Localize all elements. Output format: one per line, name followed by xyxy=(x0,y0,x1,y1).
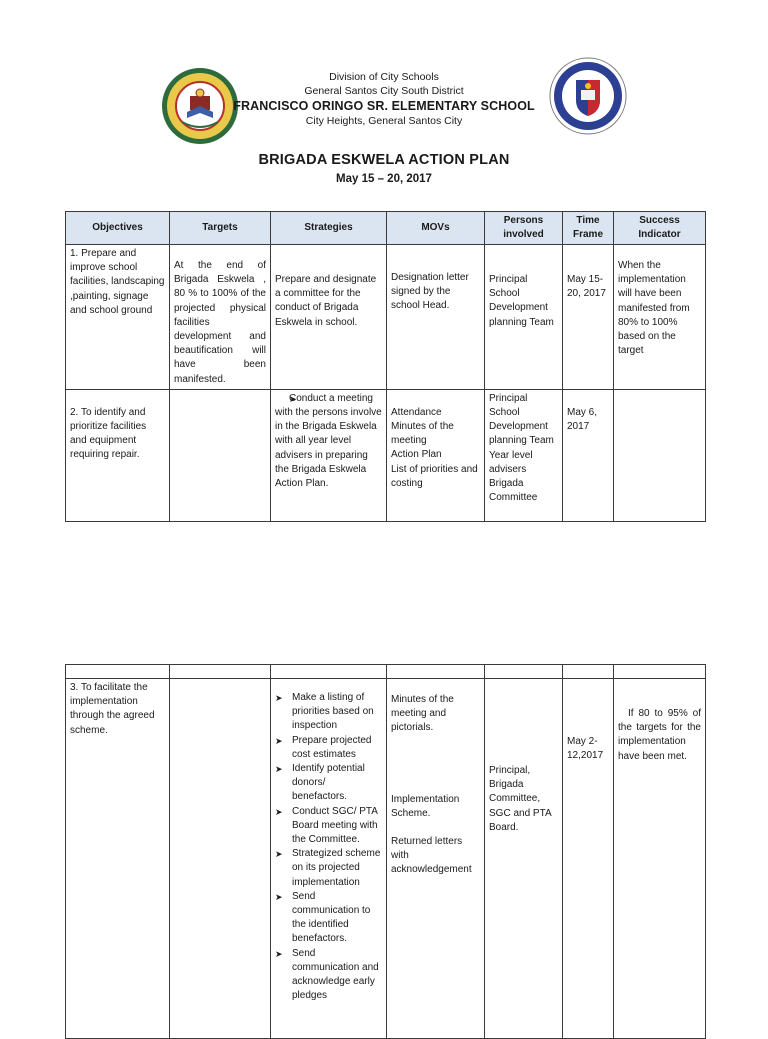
row3-time-frame: May 2-12,2017 xyxy=(563,679,614,1039)
header-movs: MOVs xyxy=(387,212,485,245)
row3-mov-item: Returned letters with acknowledgement xyxy=(391,836,472,876)
district-text: General Santos City South District xyxy=(304,85,464,97)
row3-target xyxy=(170,679,271,1039)
row2-person-item: Principal xyxy=(489,392,528,404)
row2-person-item: School Development planning Team xyxy=(489,407,554,447)
row2-objective: 2. To identify and prioritize facilities and equipment requiring repair. xyxy=(66,389,170,521)
blank-cell xyxy=(485,665,563,679)
row3-strategies xyxy=(271,679,387,1039)
blank-header-row xyxy=(66,665,706,679)
school-name: FRANCISCO ORINGO SR. ELEMENTARY SCHOOL xyxy=(233,99,535,113)
blank-cell xyxy=(614,665,706,679)
row3-strategy-item: ➤ Prepare projected cost estimates xyxy=(275,734,382,762)
row1-success: When the implementation will have been manifested from 80% to 100% based on the target xyxy=(614,245,706,390)
header-targets: Targets xyxy=(170,212,271,245)
table-row xyxy=(66,679,706,1039)
blank-cell xyxy=(271,665,387,679)
row2-mov-item: List of priorities and costing xyxy=(391,463,478,489)
row2-mov-item: Attendance xyxy=(391,406,442,418)
row2-strategy xyxy=(271,389,387,521)
row2-time-frame: May 6, 2017 xyxy=(563,389,614,521)
row3-mov-item: Implementation Scheme. xyxy=(391,793,460,819)
row3-strategy-item: ➤ Send communication and acknowledge early pledges xyxy=(275,947,382,1004)
row2-movs xyxy=(387,389,485,521)
row1-time-frame: May 15-20, 2017 xyxy=(563,245,614,390)
row3-strategy-item: ➤ Send communication to the identified benefactors. xyxy=(275,890,382,947)
table-header-row xyxy=(66,212,706,245)
row3-success: If 80 to 95% of the targets for the implementation have been met. xyxy=(614,679,706,1039)
row1-target: At the end of Brigada Eskwela , 80 % to 100% of the projected physical facilities development and beautification will have been manifested. xyxy=(170,245,271,390)
row2-person-item: Brigada Committee xyxy=(489,478,538,504)
row2-persons xyxy=(485,389,563,521)
row1-strategy: Prepare and designate a committee for the conduct of Brigada Eskwela in school. xyxy=(271,245,387,390)
blank-cell xyxy=(563,665,614,679)
school-header xyxy=(200,70,568,128)
row3-persons: Principal, Brigada Committee, SGC and PTA Board. xyxy=(485,679,563,1039)
row3-strategy-item: ➤ Conduct SGC/ PTA Board meeting with the Committee. xyxy=(275,805,382,848)
action-plan-table-continued xyxy=(65,664,706,1039)
row2-mov-item: Action Plan xyxy=(391,449,442,461)
table-row xyxy=(66,389,706,521)
blank-cell xyxy=(387,665,485,679)
header-success-indicator: Success Indicator xyxy=(614,212,706,245)
row1-objective: 1. Prepare and improve school facilities, landscaping ,painting, signage and school ground xyxy=(66,245,170,390)
division-text: Division of City Schools xyxy=(329,71,439,83)
row2-target xyxy=(170,389,271,521)
row2-success xyxy=(614,389,706,521)
document-date: May 15 – 20, 2017 xyxy=(336,173,432,185)
row3-movs xyxy=(387,679,485,1039)
row3-strategy-list xyxy=(275,691,382,1003)
row1-movs: Designation letter signed by the school Head. xyxy=(387,245,485,390)
header-objectives: Objectives xyxy=(66,212,170,245)
header-strategies: Strategies xyxy=(271,212,387,245)
row2-strategy-item: ➤ Conduct a meeting with the persons involve in the Brigada Eskwela with all year level advisers in preparing the Brigada Eskwela Action Plan. xyxy=(275,392,382,491)
blank-cell xyxy=(66,665,170,679)
table-row xyxy=(66,245,706,390)
row2-mov-item: Minutes of the meeting xyxy=(391,421,454,447)
row2-person-item: Year level advisers xyxy=(489,449,533,475)
school-address: City Heights, General Santos City xyxy=(305,115,463,127)
row3-strategy-item: ➤ Make a listing of priorities based on inspection xyxy=(275,691,382,734)
row3-objective: 3. To facilitate the implementation through the agreed scheme. xyxy=(66,679,170,1039)
row3-strategy-item: ➤ Identify potential donors/ benefactors. xyxy=(275,762,382,805)
row3-mov-item: Minutes of the meeting and pictorials. xyxy=(391,694,454,734)
row3-strategy-item: ➤ Strategized scheme on its projected implementation xyxy=(275,847,382,890)
header-time-frame: Time Frame xyxy=(563,212,614,245)
blank-cell xyxy=(170,665,271,679)
deped-seal-logo xyxy=(548,56,628,136)
row1-persons: Principal School Development planning Team xyxy=(485,245,563,390)
header-persons-involved: Persons involved xyxy=(485,212,563,245)
action-plan-table xyxy=(65,211,706,522)
document-title: BRIGADA ESKWELA ACTION PLAN xyxy=(258,152,510,168)
